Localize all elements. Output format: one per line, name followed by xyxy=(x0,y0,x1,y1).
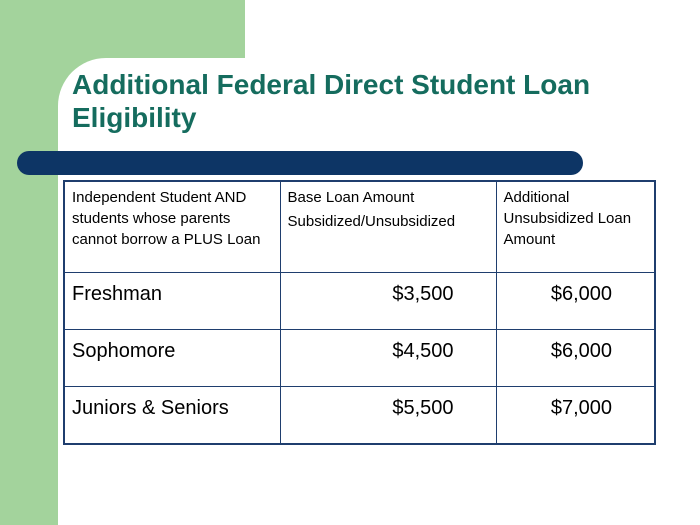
header-student-type xyxy=(64,181,280,273)
level-cell: Juniors & Seniors xyxy=(64,387,280,445)
base-amount-cell: $4,500 xyxy=(280,330,496,387)
base-amount-cell: $5,500 xyxy=(280,387,496,445)
level-cell: Sophomore xyxy=(64,330,280,387)
header-line: Base Loan Amount xyxy=(287,189,415,206)
table-header-row xyxy=(64,181,655,273)
additional-amount-cell: $6,000 xyxy=(496,273,655,330)
additional-amount-cell: $6,000 xyxy=(496,330,655,387)
slide-title: Additional Federal Direct Student Loan Eligibility xyxy=(72,69,591,133)
header-line: Independent Student AND students whose parents cannot borrow a PLUS Loan xyxy=(72,189,261,248)
additional-amount-cell: $7,000 xyxy=(496,387,655,445)
table-row xyxy=(64,387,655,445)
table-row xyxy=(64,330,655,387)
header-base-loan xyxy=(280,181,496,273)
header-line: Subsidized/Unsubsidized xyxy=(287,213,456,230)
table-row xyxy=(64,273,655,330)
level-cell: Freshman xyxy=(64,273,280,330)
title-divider-bar xyxy=(17,151,583,175)
header-additional-loan xyxy=(496,181,655,273)
base-amount-cell: $3,500 xyxy=(280,273,496,330)
loan-eligibility-table xyxy=(63,180,656,445)
header-line: Additional Unsubsidized Loan Amount xyxy=(503,189,632,248)
